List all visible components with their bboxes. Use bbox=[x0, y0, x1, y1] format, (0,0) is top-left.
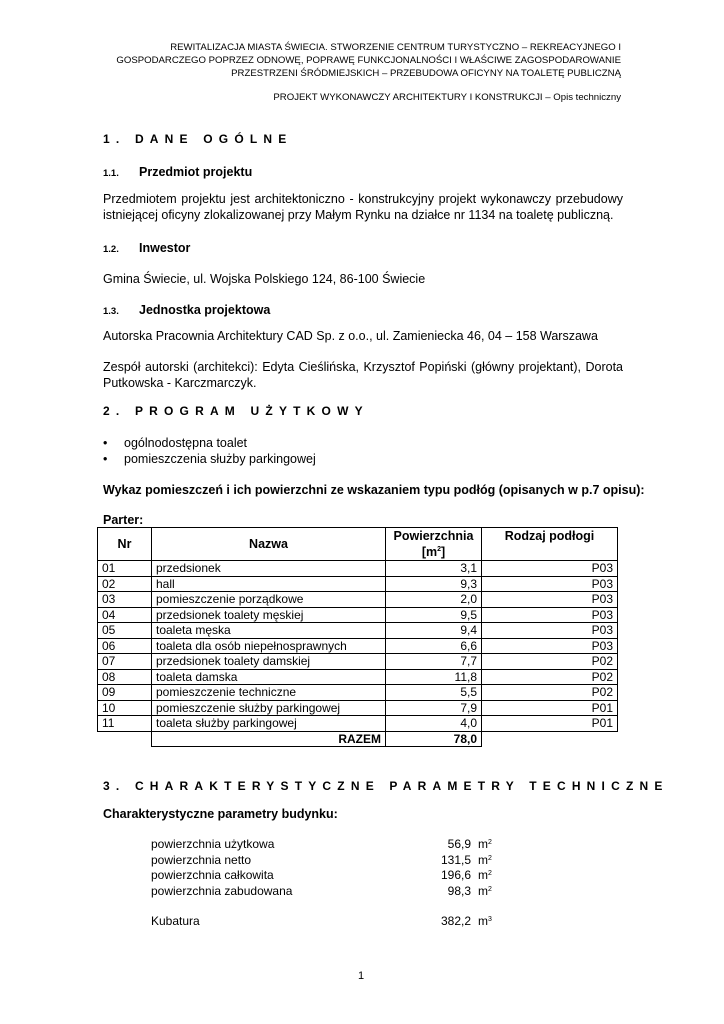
room-area: 3,1 bbox=[386, 561, 482, 577]
room-floor-type: P01 bbox=[482, 700, 618, 716]
list-item: • ogólnodostępna toalet bbox=[103, 435, 316, 451]
room-floor-type: P03 bbox=[482, 561, 618, 577]
design-office-paragraph: Autorska Pracownia Architektury CAD Sp. z o.o., ul. Zamieniecka 46, 04 – 158 Warszawa bbox=[103, 329, 598, 343]
subsection-1-3-number: 1.3. bbox=[103, 306, 119, 317]
room-area: 9,5 bbox=[386, 607, 482, 623]
parameter-row bbox=[151, 837, 508, 853]
table-row bbox=[98, 654, 618, 670]
subsection-1-1-title: Przedmiot projektu bbox=[139, 165, 253, 179]
room-nr: 02 bbox=[98, 576, 152, 592]
room-area: 2,0 bbox=[386, 592, 482, 608]
floor-label: Parter: bbox=[103, 513, 144, 527]
parameter-value: 196,6 bbox=[440, 868, 471, 883]
authors-paragraph: Zespół autorski (architekci): Edyta Cieślińska, Krzysztof Popiński (główny projektant), Dorota Putkowska - Karczmarczyk. bbox=[103, 360, 623, 390]
room-nr: 05 bbox=[98, 623, 152, 639]
volume-table bbox=[151, 914, 508, 930]
table-row bbox=[98, 576, 618, 592]
room-nr: 10 bbox=[98, 700, 152, 716]
table-row bbox=[98, 623, 618, 639]
room-floor-type: P03 bbox=[482, 576, 618, 592]
room-name: przedsionek toalety męskiej bbox=[152, 607, 386, 623]
room-nr: 11 bbox=[98, 716, 152, 732]
section-1-title: 1. DANE OGÓLNE bbox=[103, 132, 293, 146]
room-nr: 04 bbox=[98, 607, 152, 623]
total-row bbox=[98, 731, 618, 747]
room-nr: 01 bbox=[98, 561, 152, 577]
rooms-heading: Wykaz pomieszczeń i ich powierzchni ze wskazaniem typu podłóg (opisanych w p.7 opisu): bbox=[103, 483, 645, 497]
room-area: 11,8 bbox=[386, 669, 482, 685]
header-subtitle: PROJEKT WYKONAWCZY ARCHITEKTURY I KONSTRUKCJI – Opis techniczny bbox=[273, 92, 621, 103]
room-floor-type: P01 bbox=[482, 716, 618, 732]
parameter-label: powierzchnia zabudowana bbox=[151, 883, 293, 898]
parameter-row bbox=[151, 884, 508, 900]
room-name: toaleta służby parkingowej bbox=[152, 716, 386, 732]
header-area-unit: $[m^2]$ bbox=[421, 545, 446, 559]
room-nr: 03 bbox=[98, 592, 152, 608]
header-line-2: GOSPODARCZEGO POPRZEZ ODNOWĘ, POPRAWĘ FUNKCJONALNOŚCI I WŁAŚCIWE ZAGOSPODAROWANIE bbox=[116, 55, 621, 66]
room-area: 5,5 bbox=[386, 685, 482, 701]
volume-row bbox=[151, 914, 508, 930]
subject-paragraph: Przedmiotem projektu jest architektoniczno - konstrukcyjny projekt wykonawczy przebudowy istniejącej oficyny zlokalizowanej przy Małym Rynku na działce nr 1134 na toaletę publiczną. bbox=[103, 192, 623, 222]
subsection-1-1-number: 1.1. bbox=[103, 168, 119, 179]
header-area bbox=[386, 528, 482, 561]
subsection-1-2-number: 1.2. bbox=[103, 244, 119, 255]
total-value: 78,0 bbox=[386, 731, 482, 747]
parameter-unit: $m^2$ bbox=[478, 883, 492, 898]
room-name: przedsionek toalety damskiej bbox=[152, 654, 386, 670]
room-name: hall bbox=[152, 576, 386, 592]
room-name: pomieszczenie porządkowe bbox=[152, 592, 386, 608]
subsection-1-3-title: Jednostka projektowa bbox=[139, 303, 271, 317]
header-nr: Nr bbox=[98, 528, 152, 561]
room-area: 9,3 bbox=[386, 576, 482, 592]
room-area: 6,6 bbox=[386, 638, 482, 654]
table-header-row bbox=[98, 528, 618, 561]
table-row bbox=[98, 561, 618, 577]
parameter-label: powierzchnia całkowita bbox=[151, 868, 274, 883]
room-nr: 09 bbox=[98, 685, 152, 701]
room-floor-type: P02 bbox=[482, 685, 618, 701]
table-row bbox=[98, 638, 618, 654]
header-name: Nazwa bbox=[152, 528, 386, 561]
parameter-unit: $m^2$ bbox=[478, 868, 492, 883]
subsection-1-2-title: Inwestor bbox=[139, 241, 191, 255]
header-floor-type: Rodzaj podłogi bbox=[482, 528, 618, 561]
parameter-row bbox=[151, 868, 508, 884]
table-row bbox=[98, 685, 618, 701]
room-floor-type: P03 bbox=[482, 623, 618, 639]
room-floor-type: P02 bbox=[482, 669, 618, 685]
room-floor-type: P03 bbox=[482, 638, 618, 654]
room-floor-type: P03 bbox=[482, 592, 618, 608]
room-nr: 07 bbox=[98, 654, 152, 670]
parameter-row bbox=[151, 853, 508, 869]
room-floor-type: P03 bbox=[482, 607, 618, 623]
room-nr: 06 bbox=[98, 638, 152, 654]
room-area: 7,9 bbox=[386, 700, 482, 716]
room-name: przedsionek bbox=[152, 561, 386, 577]
room-name: pomieszczenie służby parkingowej bbox=[152, 700, 386, 716]
section-3-title: 3. CHARAKTERYSTYCZNE PARAMETRY TECHNICZNE bbox=[103, 779, 669, 793]
rooms-table bbox=[97, 527, 618, 747]
header-line-3: PRZESTRZENI ŚRÓDMIEJSKICH – PRZEBUDOWA OFICYNY NA TOALETĘ PUBLICZNĄ bbox=[231, 68, 621, 79]
room-area: 4,0 bbox=[386, 716, 482, 732]
list-item: • pomieszczenia służby parkingowej bbox=[103, 451, 316, 467]
table-row bbox=[98, 669, 618, 685]
parameter-value: 131,5 bbox=[440, 852, 471, 867]
parameters-table bbox=[151, 837, 508, 899]
parameter-value: 56,9 bbox=[447, 837, 471, 852]
room-floor-type: P02 bbox=[482, 654, 618, 670]
parameters-subheading: Charakterystyczne parametry budynku: bbox=[103, 807, 338, 821]
volume-value: 382,2 bbox=[440, 914, 471, 929]
parameter-label: powierzchnia użytkowa bbox=[151, 837, 275, 852]
parameter-unit: $m^2$ bbox=[478, 852, 492, 867]
program-list bbox=[103, 435, 316, 467]
volume-label: Kubatura bbox=[151, 914, 200, 929]
room-name: toaleta męska bbox=[152, 623, 386, 639]
room-area: 7,7 bbox=[386, 654, 482, 670]
investor-paragraph: Gmina Świecie, ul. Wojska Polskiego 124, 86-100 Świecie bbox=[103, 272, 426, 286]
room-name: pomieszczenie techniczne bbox=[152, 685, 386, 701]
parameter-unit: $m^2$ bbox=[478, 837, 492, 852]
page-number: 1 bbox=[358, 970, 365, 982]
room-name: toaleta dla osób niepełnosprawnych bbox=[152, 638, 386, 654]
total-label: RAZEM bbox=[152, 731, 386, 747]
table-row bbox=[98, 592, 618, 608]
section-2-title: 2. PROGRAM UŻYTKOWY bbox=[103, 404, 369, 418]
room-nr: 08 bbox=[98, 669, 152, 685]
document-header bbox=[61, 41, 621, 104]
room-area: 9,4 bbox=[386, 623, 482, 639]
volume-unit: $m^3$ bbox=[478, 914, 492, 929]
room-name: toaleta damska bbox=[152, 669, 386, 685]
table-row bbox=[98, 607, 618, 623]
table-row bbox=[98, 700, 618, 716]
header-area-label: Powierzchnia bbox=[393, 529, 474, 543]
parameter-label: powierzchnia netto bbox=[151, 852, 252, 867]
parameter-value: 98,3 bbox=[447, 883, 471, 898]
table-row bbox=[98, 716, 618, 732]
header-line-1: REWITALIZACJA MIASTA ŚWIECIA. STWORZENIE CENTRUM TURYSTYCZNO – REKREACYJNEGO I bbox=[170, 42, 621, 53]
